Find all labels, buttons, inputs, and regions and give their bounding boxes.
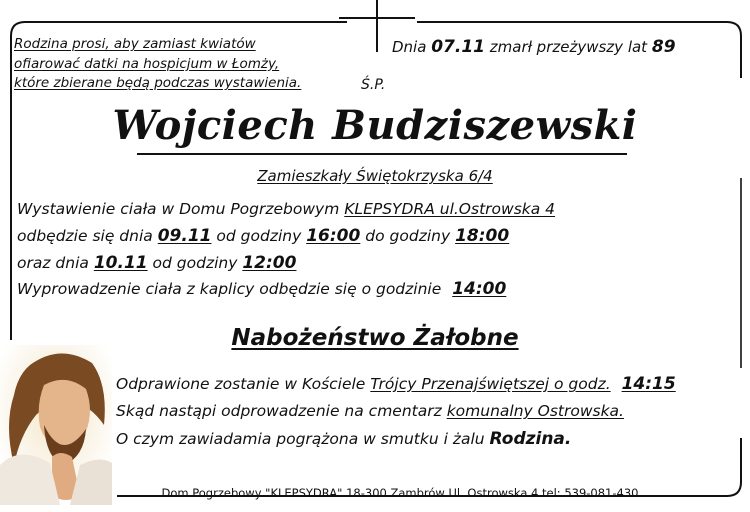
death-age: 89 xyxy=(651,37,676,57)
service-text: Odprawione zostanie w Kościele xyxy=(116,375,366,393)
death-prefix: Dnia xyxy=(392,38,427,56)
flowers-note-line: które zbierane będą podczas wystawienia. xyxy=(14,75,302,91)
family-signature: Rodzina. xyxy=(489,429,572,449)
service-heading xyxy=(0,325,750,351)
viewing-place: KLEPSYDRA ul.Ostrowska 4 xyxy=(344,200,556,218)
viewing-date: 09.11 xyxy=(157,226,212,246)
flowers-note xyxy=(14,35,301,94)
viewing-text: od godziny xyxy=(216,227,302,245)
viewing-text: Wystawienie ciała w Domu Pogrzebowym xyxy=(17,200,340,218)
death-middle: zmarł przeżywszy lat xyxy=(489,38,648,56)
viewing-from: 16:00 xyxy=(306,226,361,246)
service-time: 14:15 xyxy=(621,374,676,394)
viewing-text: do godziny xyxy=(365,227,451,245)
death-date: 07.11 xyxy=(431,37,485,57)
viewing-line-4 xyxy=(17,279,506,299)
death-info xyxy=(392,37,676,57)
service-text: Skąd nastąpi odprowadzenie na cmentarz xyxy=(116,402,442,420)
viewing-date: 10.11 xyxy=(93,253,148,273)
service-line-3 xyxy=(116,429,571,449)
viewing-line-3 xyxy=(17,253,296,273)
honorific: Ś.P. xyxy=(361,77,386,93)
praying-jesus-portrait xyxy=(0,345,112,505)
church-name: Trójcy Przenajświętszej o godz. xyxy=(370,375,611,393)
address-text: Zamieszkały Świętokrzyska 6/4 xyxy=(257,167,493,185)
service-heading-text: Nabożeństwo Żałobne xyxy=(231,325,519,351)
departure-time: 14:00 xyxy=(452,279,507,299)
address xyxy=(0,167,750,185)
flowers-note-line: ofiarować datki na hospicjum w Łomży, xyxy=(14,55,280,72)
viewing-text: oraz dnia xyxy=(17,254,89,272)
name-underline xyxy=(137,153,627,155)
cemetery-name: komunalny Ostrowska. xyxy=(446,402,624,420)
flowers-note-line: Rodzina prosi, aby zamiast kwiatów xyxy=(14,36,256,52)
service-text: O czym zawiadamia pogrążona w smutku i żalu xyxy=(116,430,485,448)
viewing-line-1 xyxy=(17,200,555,218)
deceased-name: Wojciech Budziszewski xyxy=(112,102,638,149)
service-line-2 xyxy=(116,402,624,420)
service-line-1 xyxy=(116,374,676,394)
viewing-text: od godziny xyxy=(152,254,238,272)
viewing-text: odbędzie się dnia xyxy=(17,227,153,245)
viewing-from: 12:00 xyxy=(242,253,297,273)
viewing-line-2 xyxy=(17,226,509,246)
footer-contact: Dom Pogrzebowy "KLEPSYDRA" 18-300 Zambrów Ul. Ostrowska 4 tel: 539-081-430 xyxy=(161,486,639,500)
viewing-to: 18:00 xyxy=(455,226,510,246)
viewing-text: Wyprowadzenie ciała z kaplicy odbędzie się o godzinie xyxy=(17,280,442,298)
